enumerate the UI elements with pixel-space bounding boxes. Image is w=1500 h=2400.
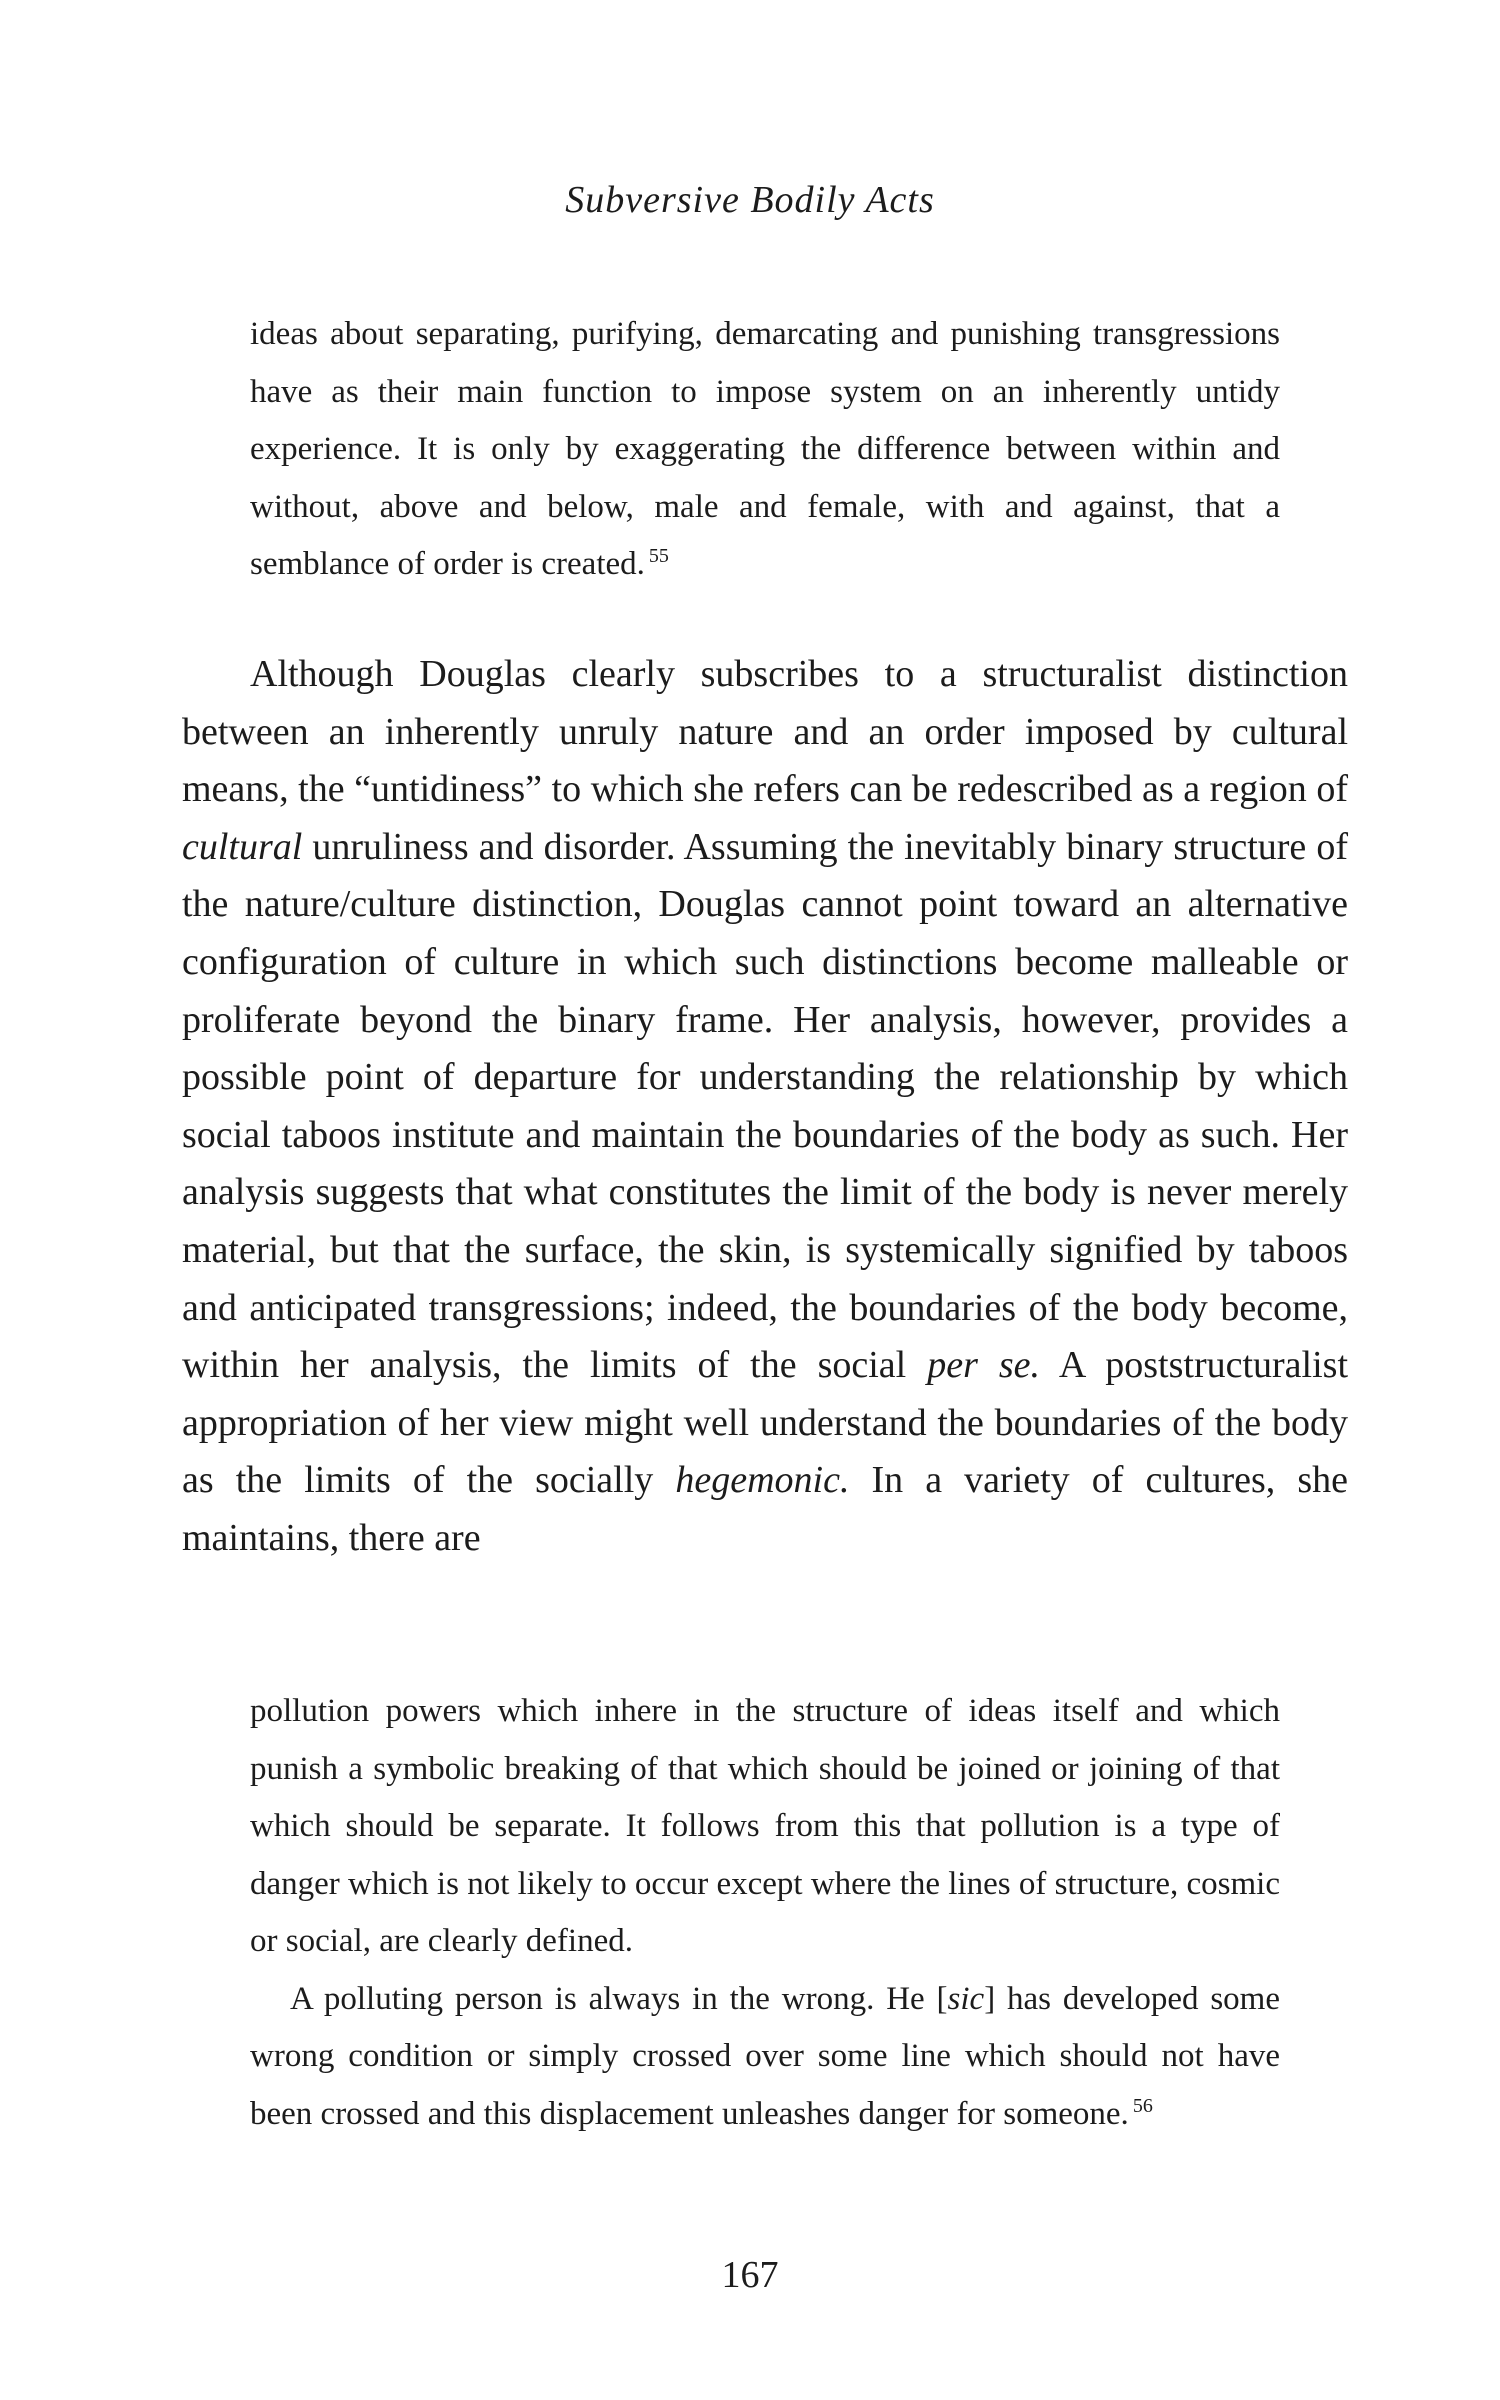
block-quote-douglas-2 — [250, 1683, 1280, 2143]
quote-paragraph — [250, 1971, 1280, 2144]
emphasis-hegemonic: hegemonic. — [675, 1459, 850, 1502]
running-head: Subversive Bodily Acts — [565, 179, 935, 221]
body-text-segment: A poststructuralist appropriation of her view might well understand the boundaries of the body as the limits of the socially — [182, 1344, 1349, 1502]
body-text-segment: In a variety of cultures, she maintains, there are — [182, 1459, 1348, 1559]
quote-text: ] has developed some wrong condition or simply crossed over some line which should not have been crossed and this displacement unleashes danger for someone. — [250, 1980, 1280, 2132]
emphasis-per-se: per se. — [927, 1344, 1041, 1387]
quote-text: A polluting person is always in the wrong. He [ — [290, 1980, 948, 2017]
footnote-ref-56: 56 — [1132, 2094, 1153, 2117]
quote-paragraph — [250, 306, 1280, 594]
body-paragraph — [182, 646, 1348, 1568]
page-number: 167 — [721, 2254, 779, 2296]
quote-paragraph: pollution powers which inhere in the structure of ideas itself and which punish a symbolic breaking of that which should be joined or joining of that which should be separate. It follows from this that pollution is a type of danger which is not likely to occur except where the lines of structure, cosmic or social, are clearly defined. — [250, 1693, 1280, 1959]
emphasis-cultural: cultural — [182, 825, 303, 868]
main-paragraph — [182, 646, 1348, 1568]
emphasis-sic: sic — [947, 1980, 985, 2017]
footnote-ref-55: 55 — [648, 545, 669, 567]
quote-text: ideas about separating, purifying, demarcating and punishing transgressions have as their main function to impose system on an inherently untidy experience. It is only by exaggerating the difference between within and without, above and below, male and female, with and against, that a semblance of order is created. — [250, 316, 1280, 582]
body-text-segment: unruliness and disorder. Assuming the inevitably binary structure of the nature/culture distinction, Douglas cannot point toward an alternative configuration of culture in which such distinctions become malleable or proliferate beyond the binary frame. Her analysis, however, provides a possible point of departure for understanding the relationship by which social taboos institute and maintain the boundaries of the body as such. Her analysis suggests that what constitutes the limit of the body is never merely material, but that the surface, the skin, is systemically signified by taboos and anticipated transgressions; indeed, the boundaries of the body become, within her analysis, the limits of the social — [182, 825, 1348, 1387]
body-text-segment: Although Douglas clearly subscribes to a structuralist distinction between an inherently unruly nature and an order imposed by cultural means, the “untidiness” to which she refers can be redescribed as a region of — [182, 653, 1348, 811]
block-quote-douglas-1 — [250, 306, 1280, 594]
